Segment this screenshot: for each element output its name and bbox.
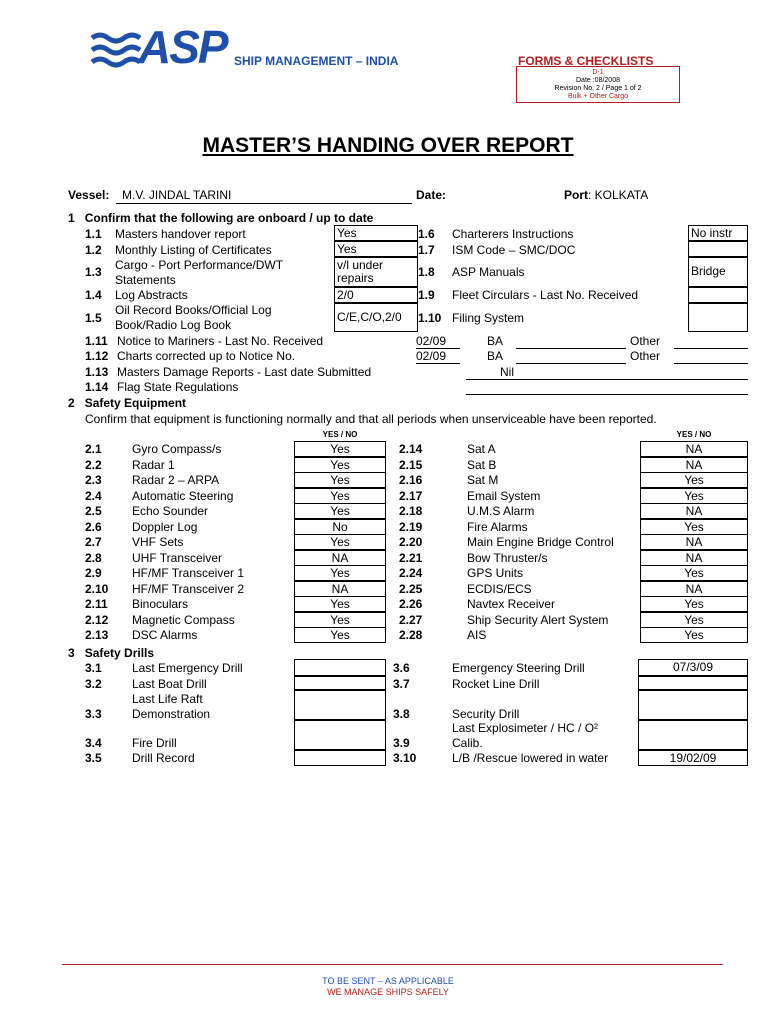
item-label: U.M.S Alarm — [467, 504, 535, 518]
item-num: 2.14 — [399, 442, 423, 456]
notice-underline — [416, 363, 460, 364]
item-num: 2.12 — [85, 612, 109, 627]
item-num: 1.2 — [85, 243, 102, 257]
item-label: Binoculars — [132, 597, 189, 611]
ref-revision: Revision No. 2 / Page 1 of 2 — [554, 85, 642, 92]
yes-no-field[interactable]: NA — [640, 534, 748, 550]
ref-scope: Bulk + Other Cargo — [567, 93, 629, 100]
drill-value-field[interactable] — [294, 750, 386, 766]
item-num: 1.11 — [85, 334, 108, 348]
yes-no-field[interactable]: Yes — [294, 457, 386, 473]
item-num: 2.2 — [85, 457, 102, 472]
section3-heading: 3 Safety Drills — [68, 646, 155, 660]
item-label: Charts corrected up to Notice No. — [117, 349, 296, 363]
item-num: 1.8 — [418, 265, 435, 279]
other-label: Other — [630, 349, 661, 363]
yes-no-field[interactable]: Yes — [294, 565, 386, 581]
item-num: 2.9 — [85, 566, 102, 580]
item-num: 2.8 — [85, 550, 102, 565]
item-num: 3.10 — [393, 751, 417, 765]
item-value-field[interactable]: Yes — [334, 225, 418, 241]
item-label: GPS Units — [467, 566, 524, 580]
item-num: 2.25 — [399, 581, 423, 596]
item-label: Log Abstracts — [115, 288, 188, 302]
other-underline — [674, 348, 748, 349]
vessel-value: M.V. JINDAL TARINI — [122, 188, 232, 202]
item-value-field[interactable]: Bridge — [688, 257, 748, 287]
item-label: UHF Transceiver — [132, 550, 223, 565]
item-num: 1.4 — [85, 288, 102, 302]
item-num: 1.9 — [418, 288, 435, 302]
item-label: Bow Thruster/s — [467, 550, 548, 565]
item-label: ECDIS/ECS — [467, 581, 532, 596]
company-logo — [90, 21, 230, 73]
item-label: Navtex Receiver — [467, 597, 556, 611]
item-label: Last Explosimeter / HC / O² — [452, 721, 599, 735]
item-num: 3.6 — [393, 661, 410, 675]
ba-label: BA — [487, 334, 504, 348]
item-label: Fleet Circulars - Last No. Received — [452, 288, 639, 302]
item-value-field[interactable]: C/E,C/O,2/0 — [334, 303, 418, 332]
item-num: 2.1 — [85, 442, 102, 456]
item-num: 1.14 — [85, 380, 109, 394]
item-label: HF/MF Transceiver 1 — [132, 566, 245, 580]
item-label: Filing System — [452, 311, 525, 325]
item-label: Flag State Regulations — [117, 380, 239, 394]
item-num: 1.6 — [418, 227, 435, 241]
yes-no-field[interactable]: Yes — [640, 596, 748, 612]
ref-code: D-1 — [592, 69, 604, 76]
drill-value-field[interactable] — [294, 690, 386, 720]
damage-report-value: Nil — [500, 365, 514, 379]
item-num: 1.5 — [85, 311, 102, 325]
yes-no-field[interactable]: Yes — [640, 472, 748, 488]
footer-line2: WE MANAGE SHIPS SAFELY — [327, 987, 449, 997]
item-num: 2.26 — [399, 597, 423, 611]
item-num: 2.27 — [399, 612, 423, 627]
yes-no-field[interactable]: Yes — [640, 519, 748, 535]
drill-value-field[interactable] — [638, 676, 748, 690]
damage-underline — [466, 379, 748, 380]
section2-intro: Confirm that equipment is functioning normally and that all periods when unserviceable have been reported. — [85, 412, 657, 426]
item-num: 1.7 — [418, 243, 435, 257]
item-label: Last Emergency Drill — [132, 661, 243, 675]
item-label: Magnetic Compass — [132, 612, 235, 627]
item-num: 2.4 — [85, 488, 102, 503]
item-num: 2.28 — [399, 628, 423, 642]
item-label: Last Boat Drill — [132, 677, 207, 691]
yes-no-field[interactable]: NA — [640, 457, 748, 473]
item-label: Last Life Raft — [132, 692, 203, 706]
other-underline — [674, 363, 748, 364]
item-num: 1.12 — [85, 349, 109, 363]
item-label: Oil Record Books/Official Log — [115, 303, 272, 317]
item-num: 2.6 — [85, 519, 102, 534]
item-num: 2.18 — [399, 504, 423, 518]
item-num: 1.1 — [85, 227, 102, 241]
yes-no-field[interactable]: NA — [640, 503, 748, 519]
item-value-field[interactable]: No instr — [688, 225, 748, 241]
yes-no-field[interactable]: Yes — [294, 472, 386, 488]
document-ref-box — [516, 66, 680, 103]
yes-no-field[interactable]: Yes — [294, 441, 386, 457]
item-num: 1.10 — [418, 311, 442, 325]
yes-no-field[interactable]: Yes — [640, 565, 748, 581]
item-label: Fire Drill — [132, 736, 177, 750]
yes-no-field[interactable]: Yes — [294, 596, 386, 612]
yes-no-field[interactable]: Yes — [640, 488, 748, 504]
item-num: 2.5 — [85, 504, 102, 518]
item-label: Sat M — [467, 473, 499, 487]
vessel-label: Vessel: — [68, 188, 110, 202]
yes-no-field[interactable]: No — [294, 519, 386, 535]
date-label: Date: — [416, 188, 447, 202]
item-label: Charterers Instructions — [452, 227, 574, 241]
item-label-line2: Statements — [115, 273, 176, 287]
yes-no-field[interactable]: Yes — [640, 627, 748, 643]
drill-value-field[interactable] — [638, 720, 748, 750]
item-label: Notice to Mariners - Last No. Received — [117, 334, 324, 348]
logo-text: ASP — [138, 21, 227, 73]
item-num: 2.17 — [399, 488, 423, 503]
item-label: L/B /Rescue lowered in water — [452, 751, 609, 765]
item-num: 3.8 — [393, 707, 410, 721]
item-label: Radar 2 – ARPA — [132, 473, 220, 487]
ba-label: BA — [487, 349, 504, 363]
item-label: Doppler Log — [132, 519, 198, 534]
item-label-line2: Book/Radio Log Book — [115, 318, 232, 332]
item-label: Automatic Steering — [132, 488, 234, 503]
item-num: 3.3 — [85, 707, 102, 721]
ref-date: Date :08/2008 — [576, 77, 620, 84]
item-label: AIS — [467, 628, 487, 642]
section1-heading: 1 Confirm that the following are onboard / up to date — [68, 211, 374, 225]
item-label: Sat A — [467, 442, 496, 456]
item-label: ASP Manuals — [452, 265, 525, 279]
drill-value-field[interactable] — [638, 690, 748, 720]
section2-heading: 2 Safety Equipment — [68, 396, 187, 410]
item-label: Email System — [467, 488, 541, 503]
item-value-field[interactable]: v/l under repairs — [334, 257, 418, 287]
notice-value: 02/09 — [416, 334, 447, 348]
item-value-field[interactable] — [688, 287, 748, 303]
item-value-field[interactable]: 2/0 — [334, 287, 418, 303]
item-value-field[interactable] — [688, 303, 748, 332]
drill-value-field[interactable] — [294, 676, 386, 690]
yes-no-field[interactable]: Yes — [294, 534, 386, 550]
item-label: VHF Sets — [132, 535, 184, 549]
drill-value-field[interactable]: 07/3/09 — [638, 659, 748, 676]
item-num: 3.4 — [85, 736, 102, 750]
item-label: Fire Alarms — [467, 519, 528, 534]
item-label: HF/MF Transceiver 2 — [132, 581, 245, 596]
item-label-line2: Demonstration — [132, 707, 211, 721]
item-num: 3.7 — [393, 677, 410, 691]
item-num: 3.9 — [393, 736, 410, 750]
notice-value: 02/09 — [416, 349, 447, 363]
company-name: SHIP MANAGEMENT – INDIA — [234, 54, 399, 68]
yes-no-field[interactable]: NA — [294, 550, 386, 566]
item-label: Sat B — [467, 457, 497, 472]
yes-no-field[interactable]: NA — [640, 441, 748, 457]
item-value-field[interactable]: Yes — [334, 241, 418, 257]
item-label: Radar 1 — [132, 457, 175, 472]
item-label: Masters handover report — [115, 227, 246, 241]
item-label: Rocket Line Drill — [452, 677, 540, 691]
item-label: Emergency Steering Drill — [452, 661, 585, 675]
item-num: 2.10 — [85, 581, 109, 596]
item-label: Masters Damage Reports - Last date Submitted — [117, 365, 372, 379]
item-num: 2.20 — [399, 535, 423, 549]
yes-no-field[interactable]: Yes — [640, 612, 748, 628]
other-label: Other — [630, 334, 661, 348]
port-field: Port: KOLKATA — [564, 188, 649, 202]
drill-value-field[interactable] — [294, 720, 386, 750]
item-num: 2.19 — [399, 519, 423, 534]
item-num: 2.13 — [85, 628, 109, 642]
footer-divider — [62, 964, 723, 965]
item-label: ISM Code – SMC/DOC — [452, 243, 576, 257]
flag-underline — [466, 394, 748, 395]
item-label: Security Drill — [452, 707, 520, 721]
yes-no-header-left: YES / NO — [322, 430, 358, 439]
item-num: 3.5 — [85, 751, 102, 765]
item-label: Main Engine Bridge Control — [467, 535, 614, 549]
item-label: Cargo - Port Performance/DWT — [115, 258, 284, 272]
item-num: 2.15 — [399, 457, 423, 472]
yes-no-field[interactable]: Yes — [294, 612, 386, 628]
item-num: 2.11 — [85, 597, 108, 611]
yes-no-field[interactable]: Yes — [294, 627, 386, 643]
item-num: 2.7 — [85, 535, 102, 549]
item-label: Monthly Listing of Certificates — [115, 243, 272, 257]
drill-value-field[interactable]: 19/02/09 — [638, 750, 748, 766]
item-num: 2.21 — [399, 550, 423, 565]
yes-no-field[interactable]: NA — [640, 581, 748, 597]
item-label: DSC Alarms — [132, 628, 198, 642]
item-label: Echo Sounder — [132, 504, 209, 518]
page-title: MASTER’S HANDING OVER REPORT — [202, 134, 574, 157]
forms-title: FORMS & CHECKLISTS — [518, 54, 654, 68]
item-num: 1.13 — [85, 365, 109, 379]
footer-line1: TO BE SENT – AS APPLICABLE — [322, 976, 454, 986]
yes-no-header-right: YES / NO — [676, 430, 712, 439]
item-num: 3.2 — [85, 677, 102, 691]
item-num: 2.24 — [399, 566, 423, 580]
item-num: 2.16 — [399, 473, 423, 487]
ba-underline — [516, 348, 626, 349]
drill-value-field[interactable] — [294, 659, 386, 676]
item-num: 1.3 — [85, 265, 102, 279]
ba-underline — [516, 363, 626, 364]
yes-no-field[interactable]: NA — [294, 581, 386, 597]
yes-no-field[interactable]: Yes — [294, 488, 386, 504]
yes-no-field[interactable]: NA — [640, 550, 748, 566]
vessel-underline — [116, 203, 412, 204]
item-num: 3.1 — [85, 661, 102, 675]
yes-no-field[interactable]: Yes — [294, 503, 386, 519]
item-label-line2: Calib. — [452, 736, 483, 750]
item-label: Gyro Compass/s — [132, 442, 222, 456]
item-label: Drill Record — [132, 751, 195, 765]
item-label: Ship Security Alert System — [467, 612, 609, 627]
item-num: 2.3 — [85, 473, 102, 487]
item-value-field[interactable] — [688, 241, 748, 257]
